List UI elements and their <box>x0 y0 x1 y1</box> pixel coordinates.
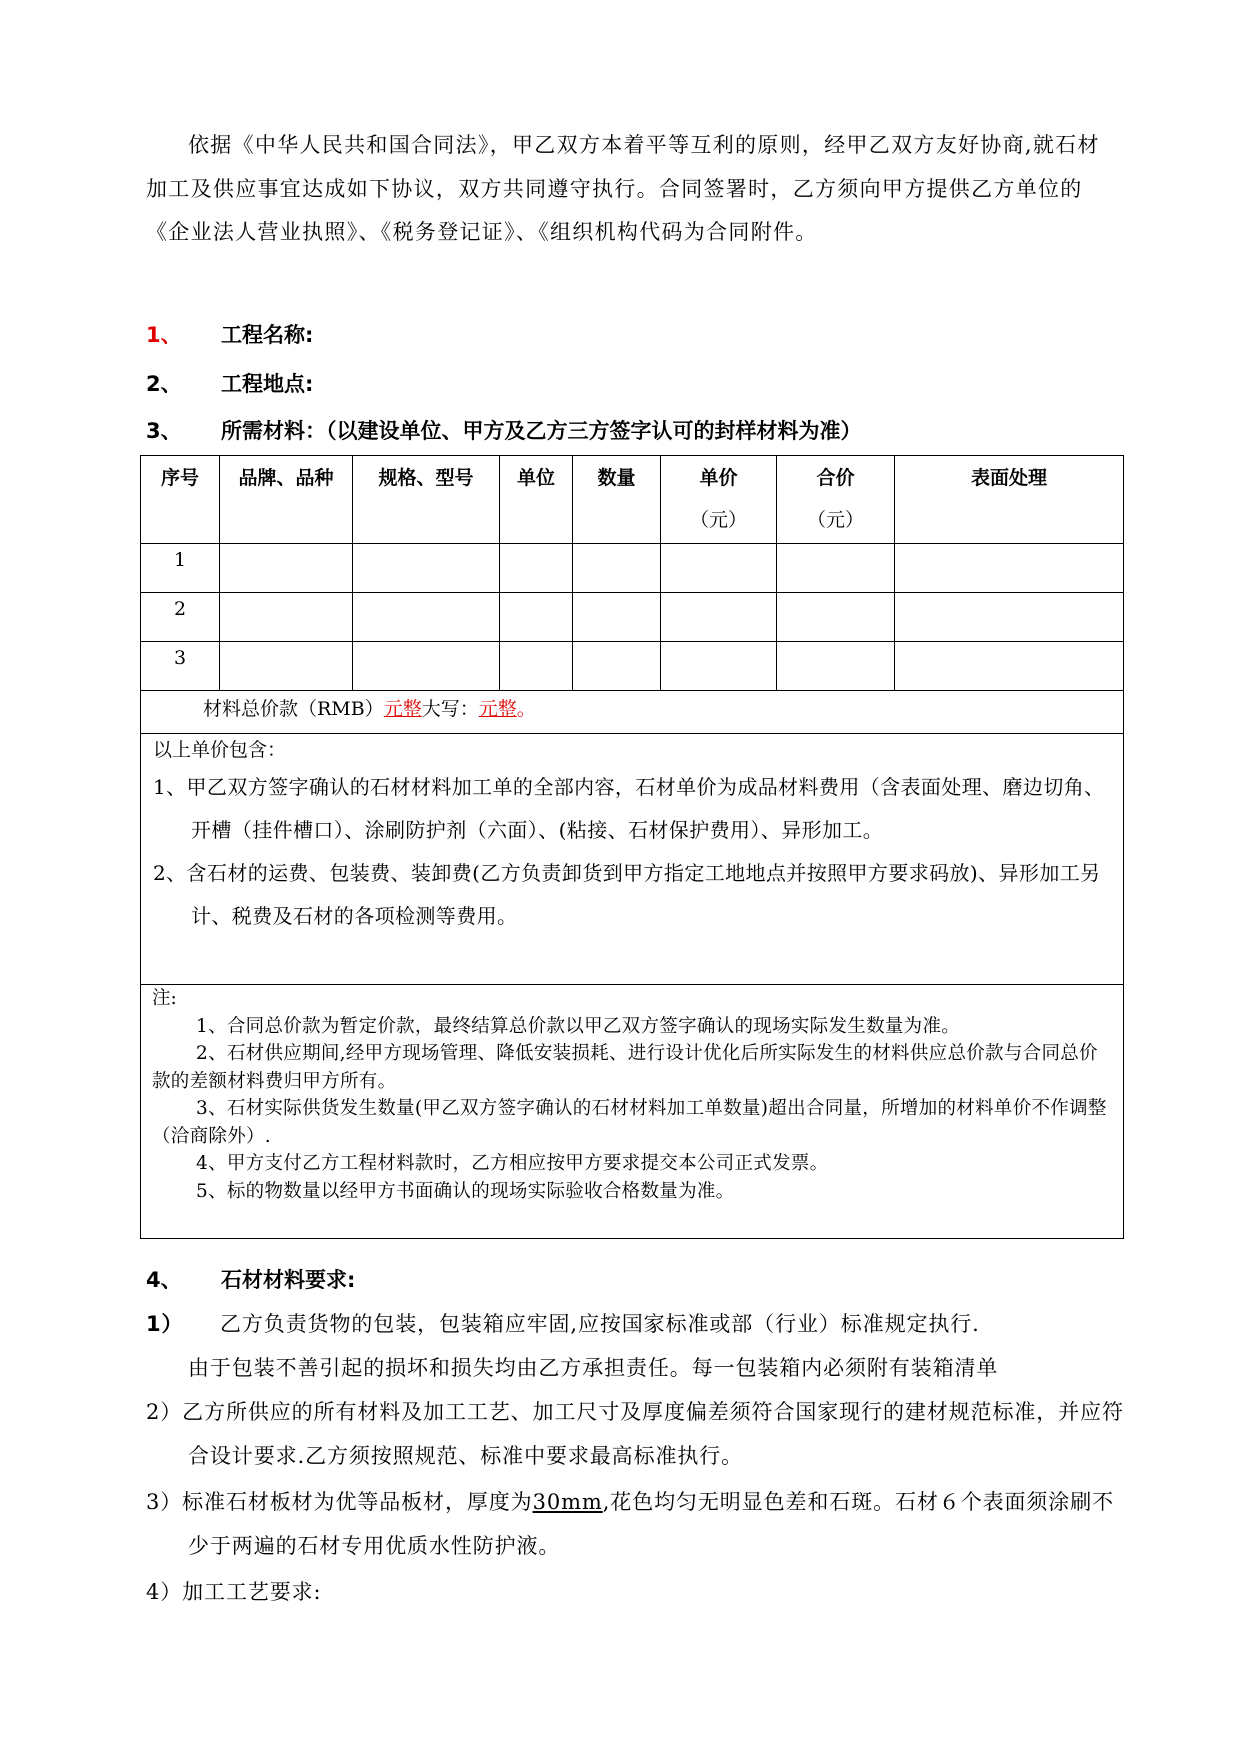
header-qty: 数量 <box>573 456 661 544</box>
note-item: 3、石材实际供货发生数量(甲乙双方签字确认的石材材料加工单数量)超出合同量，所增加的材料单价不作调整（洽商除外）. <box>152 1098 1107 1147</box>
includes-title: 以上单价包含： <box>153 739 287 761</box>
requirement-text-part: ,花色均匀无明显色差和石斑。石材６个表面须涂刷不少于两遍的石材专用优质水性防护液。 <box>188 1490 1114 1558</box>
total-price-label: 材料总价款（RMB） <box>203 698 384 720</box>
header-seq: 序号 <box>141 456 220 544</box>
header-total-price <box>777 456 895 544</box>
requirement-3 <box>146 1480 1126 1568</box>
section-number: 2、 <box>146 372 182 396</box>
requirement-number: 1） <box>146 1312 184 1336</box>
requirement-text: 2）乙方所供应的所有材料及加工工艺、加工尺寸及厚度偏差须符合国家现行的建材规范标准，并应符合设计要求.乙方须按照规范、标准中要求最高标准执行。 <box>146 1400 1124 1468</box>
header-total-price-label: 合价 <box>816 467 855 489</box>
includes-row <box>141 734 1124 985</box>
requirement-4 <box>146 1570 1126 1614</box>
requirement-2 <box>146 1390 1126 1478</box>
table-row <box>141 544 1124 593</box>
notes-title: 注: <box>152 988 177 1009</box>
header-unit-price <box>661 456 777 544</box>
table-row <box>141 642 1124 691</box>
header-spec: 规格、型号 <box>353 456 500 544</box>
requirement-text: 乙方负责货物的包装，包装箱应牢固,应按国家标准或部（行业）标准规定执行. <box>220 1312 980 1336</box>
row-index: 1 <box>141 544 220 593</box>
requirement-text <box>146 1480 1126 1568</box>
note-item: 2、石材供应期间,经甲方现场管理、降低安装损耗、进行设计优化后所实际发生的材料供应总价款与合同总价款的差额材料费归甲方所有。 <box>152 1043 1098 1092</box>
note-item: 1、合同总价款为暂定价款，最终结算总价款以甲乙双方签字确认的现场实际发生数量为准。 <box>196 1015 961 1037</box>
section-title: 工程地点: <box>221 372 314 396</box>
total-period: 。 <box>516 698 536 720</box>
header-unit: 单位 <box>500 456 573 544</box>
requirement-text: 由于包装不善引起的损坏和损失均由乙方承担责任。每一包装箱内必须附有装箱清单 <box>188 1356 999 1380</box>
header-unit-price-label: 单价 <box>699 467 738 489</box>
table-header-row <box>141 456 1124 544</box>
header-surface: 表面处理 <box>895 456 1124 544</box>
requirement-text: 4）加工工艺要求: <box>146 1580 322 1604</box>
total-price-row <box>141 691 1124 734</box>
total-amount-blank: 元整 <box>383 698 422 720</box>
note-item: 5、标的物数量以经甲方书面确认的现场实际验收合格数量为准。 <box>196 1180 735 1202</box>
section-title: 所需材料：（以建设单位、甲方及乙方三方签字认可的封样材料为准） <box>221 419 862 443</box>
requirement-1 <box>146 1302 1126 1390</box>
total-upper-label: 大写： <box>421 698 479 720</box>
section-number: 4、 <box>146 1268 182 1292</box>
section-title: 石材材料要求: <box>221 1268 356 1292</box>
requirement-text-part: 3）标准石材板材为优等品板材，厚度为 <box>146 1490 533 1514</box>
includes-item: 1、甲乙双方签字确认的石材材料加工单的全部内容，石材单价为成品材料费用（含表面处理、磨边切角、开槽（挂件槽口）、涂刷防护剂（六面）、(粘接、石材保护费用）、异形加工。 <box>153 775 1105 842</box>
header-brand: 品牌、品种 <box>220 456 353 544</box>
section-number: 1、 <box>146 323 182 347</box>
thickness-value: 30mm <box>532 1490 603 1514</box>
notes-cell <box>141 985 1124 1239</box>
header-unit-price-currency: （元） <box>689 509 747 531</box>
table-row <box>141 593 1124 642</box>
row-index: 3 <box>141 642 220 691</box>
section-number: 3、 <box>146 419 182 443</box>
note-item: 4、甲方支付乙方工程材料款时，乙方相应按甲方要求提交本公司正式发票。 <box>196 1153 829 1174</box>
intro-paragraph: 依据《中华人民共和国合同法》，甲乙双方本着平等互利的原则，经甲乙双方友好协商,就石材加工及供应事宜达成如下协议，双方共同遵守执行。合同签署时，乙方须向甲方提供乙方单位的《企业法人营业执照》、《税务登记证》、《组织机构代码为合同附件。 <box>146 133 1100 244</box>
section-title: 工程名称: <box>221 323 314 347</box>
materials-table <box>140 455 1124 1239</box>
row-index: 2 <box>141 593 220 642</box>
includes-cell <box>141 734 1124 985</box>
notes-row <box>141 985 1124 1239</box>
includes-item: 2、含石材的运费、包装费、装卸费(乙方负责卸货到甲方指定工地地点并按照甲方要求码放)、异形加工另计、税费及石材的各项检测等费用。 <box>153 861 1101 928</box>
header-total-price-currency: （元） <box>806 509 864 531</box>
total-upper-blank: 元整 <box>478 698 517 720</box>
total-price-cell <box>141 691 1124 734</box>
